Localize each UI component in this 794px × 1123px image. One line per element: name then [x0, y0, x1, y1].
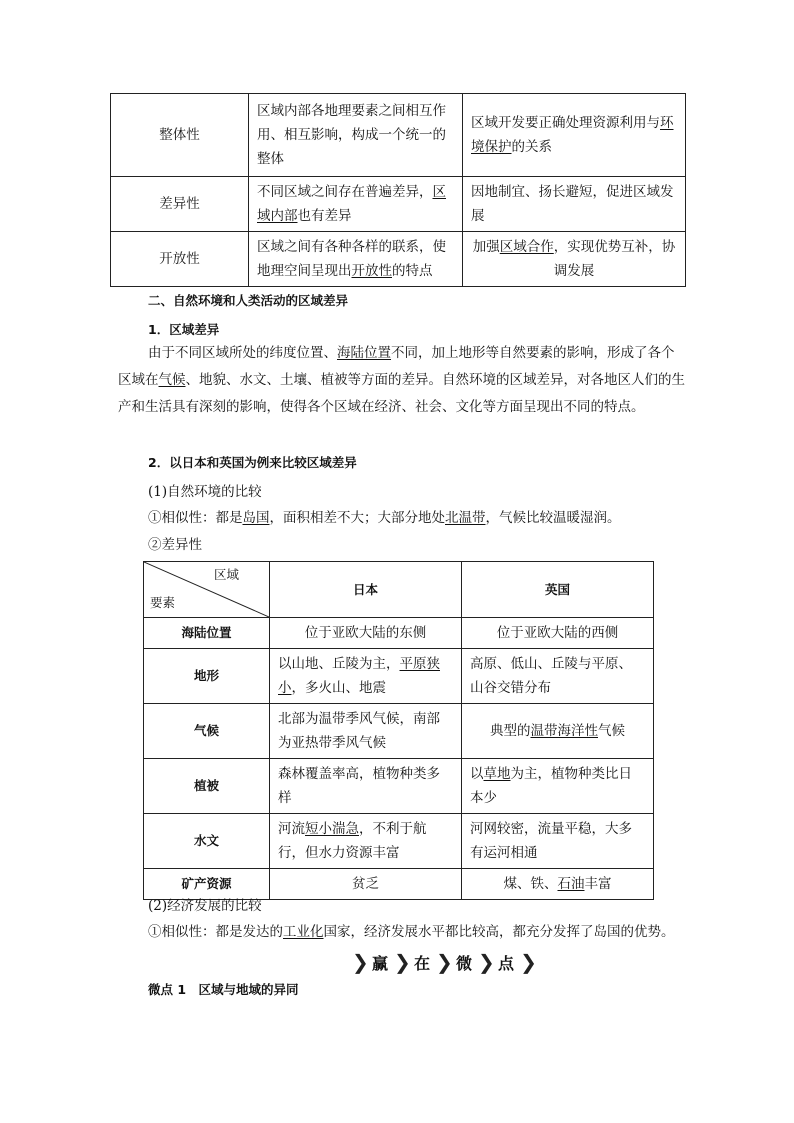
implication-cell: 因地制宜、扬长避短，促进区域发展 — [463, 177, 686, 232]
uk-cell: 典型的温带海洋性气候 — [462, 704, 654, 759]
table-row — [111, 94, 686, 177]
chevron-right-icon: ❯ — [478, 950, 495, 974]
meaning-cell: 区域之间有各种各样的联系，使地理空间呈现出开放性的特点 — [249, 232, 463, 287]
chevron-right-icon: ❯ — [520, 950, 537, 974]
column-header-japan: 日本 — [270, 562, 462, 618]
chevron-right-icon: ❯ — [352, 950, 369, 974]
japan-cell: 森林覆盖率高，植物种类多样 — [270, 759, 462, 814]
row-header: 水文 — [144, 814, 270, 869]
diagonal-header-cell — [144, 562, 270, 618]
banner-char: 赢 — [372, 953, 389, 973]
table-row — [144, 649, 654, 704]
row-header: 矿产资源 — [144, 869, 270, 900]
uk-cell: 以草地为主，植物种类比日本少 — [462, 759, 654, 814]
chevron-right-icon: ❯ — [394, 950, 411, 974]
japan-cell: 位于亚欧大陆的东侧 — [270, 618, 462, 649]
implication-cell: 区域开发要正确处理资源利用与环境保护的关系 — [463, 94, 686, 177]
feature-cell: 差异性 — [111, 177, 249, 232]
banner-char: 微 — [456, 953, 473, 973]
banner-char: 点 — [498, 953, 515, 973]
japan-cell: 河流短小湍急，不利于航行，但水力资源丰富 — [270, 814, 462, 869]
difference-title: ②差异性 — [148, 537, 202, 553]
header-region-label: 区域 — [213, 567, 239, 582]
similarity-line: ①相似性：都是岛国，面积相差不大；大部分地处北温带，气候比较温暖湿润。 — [148, 510, 621, 526]
row-header: 植被 — [144, 759, 270, 814]
chevron-right-icon: ❯ — [436, 950, 453, 974]
table-row — [111, 232, 686, 287]
section-heading: 二、自然环境和人类活动的区域差异 — [148, 293, 349, 308]
natural-compare-title: (1)自然环境的比较 — [148, 484, 262, 500]
feature-cell: 开放性 — [111, 232, 249, 287]
implication-cell: 加强区域合作，实现优势互补，协调发展 — [463, 232, 686, 287]
uk-cell: 高原、低山、丘陵与平原、山谷交错分布 — [462, 649, 654, 704]
table-row — [144, 869, 654, 900]
meaning-cell: 不同区域之间存在普遍差异，区域内部也有差异 — [249, 177, 463, 232]
uk-cell: 河网较密，流量平稳，大多有运河相通 — [462, 814, 654, 869]
table-row — [144, 814, 654, 869]
japan-uk-comparison-table — [143, 561, 654, 900]
column-header-uk: 英国 — [462, 562, 654, 618]
meaning-cell: 区域内部各地理要素之间相互作用、相互影响，构成一个统一的整体 — [249, 94, 463, 177]
region-features-table — [110, 93, 686, 287]
table-header-row — [144, 562, 654, 618]
banner-char: 在 — [414, 953, 431, 973]
row-header: 海陆位置 — [144, 618, 270, 649]
economy-compare-title: (2)经济发展的比较 — [148, 898, 262, 914]
micro-point-title: 微点 1 区域与地域的异同 — [148, 982, 299, 997]
economy-similarity-line: ①相似性：都是发达的工业化国家，经济发展水平都比较高，都充分发挥了岛国的优势。 — [148, 924, 675, 940]
japan-cell: 北部为温带季风气候，南部为亚热带季风气候 — [270, 704, 462, 759]
japan-cell: 以山地、丘陵为主，平原狭小，多火山、地震 — [270, 649, 462, 704]
section-banner — [352, 949, 537, 975]
header-element-label: 要素 — [150, 595, 176, 610]
uk-cell: 位于亚欧大陆的西侧 — [462, 618, 654, 649]
uk-cell: 煤、铁、石油丰富 — [462, 869, 654, 900]
japan-cell: 贫乏 — [270, 869, 462, 900]
subsection-title: 1．区域差异 — [148, 322, 220, 337]
feature-cell: 整体性 — [111, 94, 249, 177]
table-row — [144, 759, 654, 814]
table-row — [144, 704, 654, 759]
table-row — [144, 618, 654, 649]
subsection-title: 2．以日本和英国为例来比较区域差异 — [148, 455, 357, 470]
table-row — [111, 177, 686, 232]
paragraph-region-difference: 由于不同区域所处的纬度位置、海陆位置不同，加上地形等自然要素的影响，形成了各个区域在气候、地貌、水文、土壤、植被等方面的差异。自然环境的区域差异，对各地区人们的生产和生活具有深刻的影响，使得各个区域在经济、社会、文化等方面呈现出不同的特点。 — [118, 345, 685, 415]
row-header: 气候 — [144, 704, 270, 759]
row-header: 地形 — [144, 649, 270, 704]
